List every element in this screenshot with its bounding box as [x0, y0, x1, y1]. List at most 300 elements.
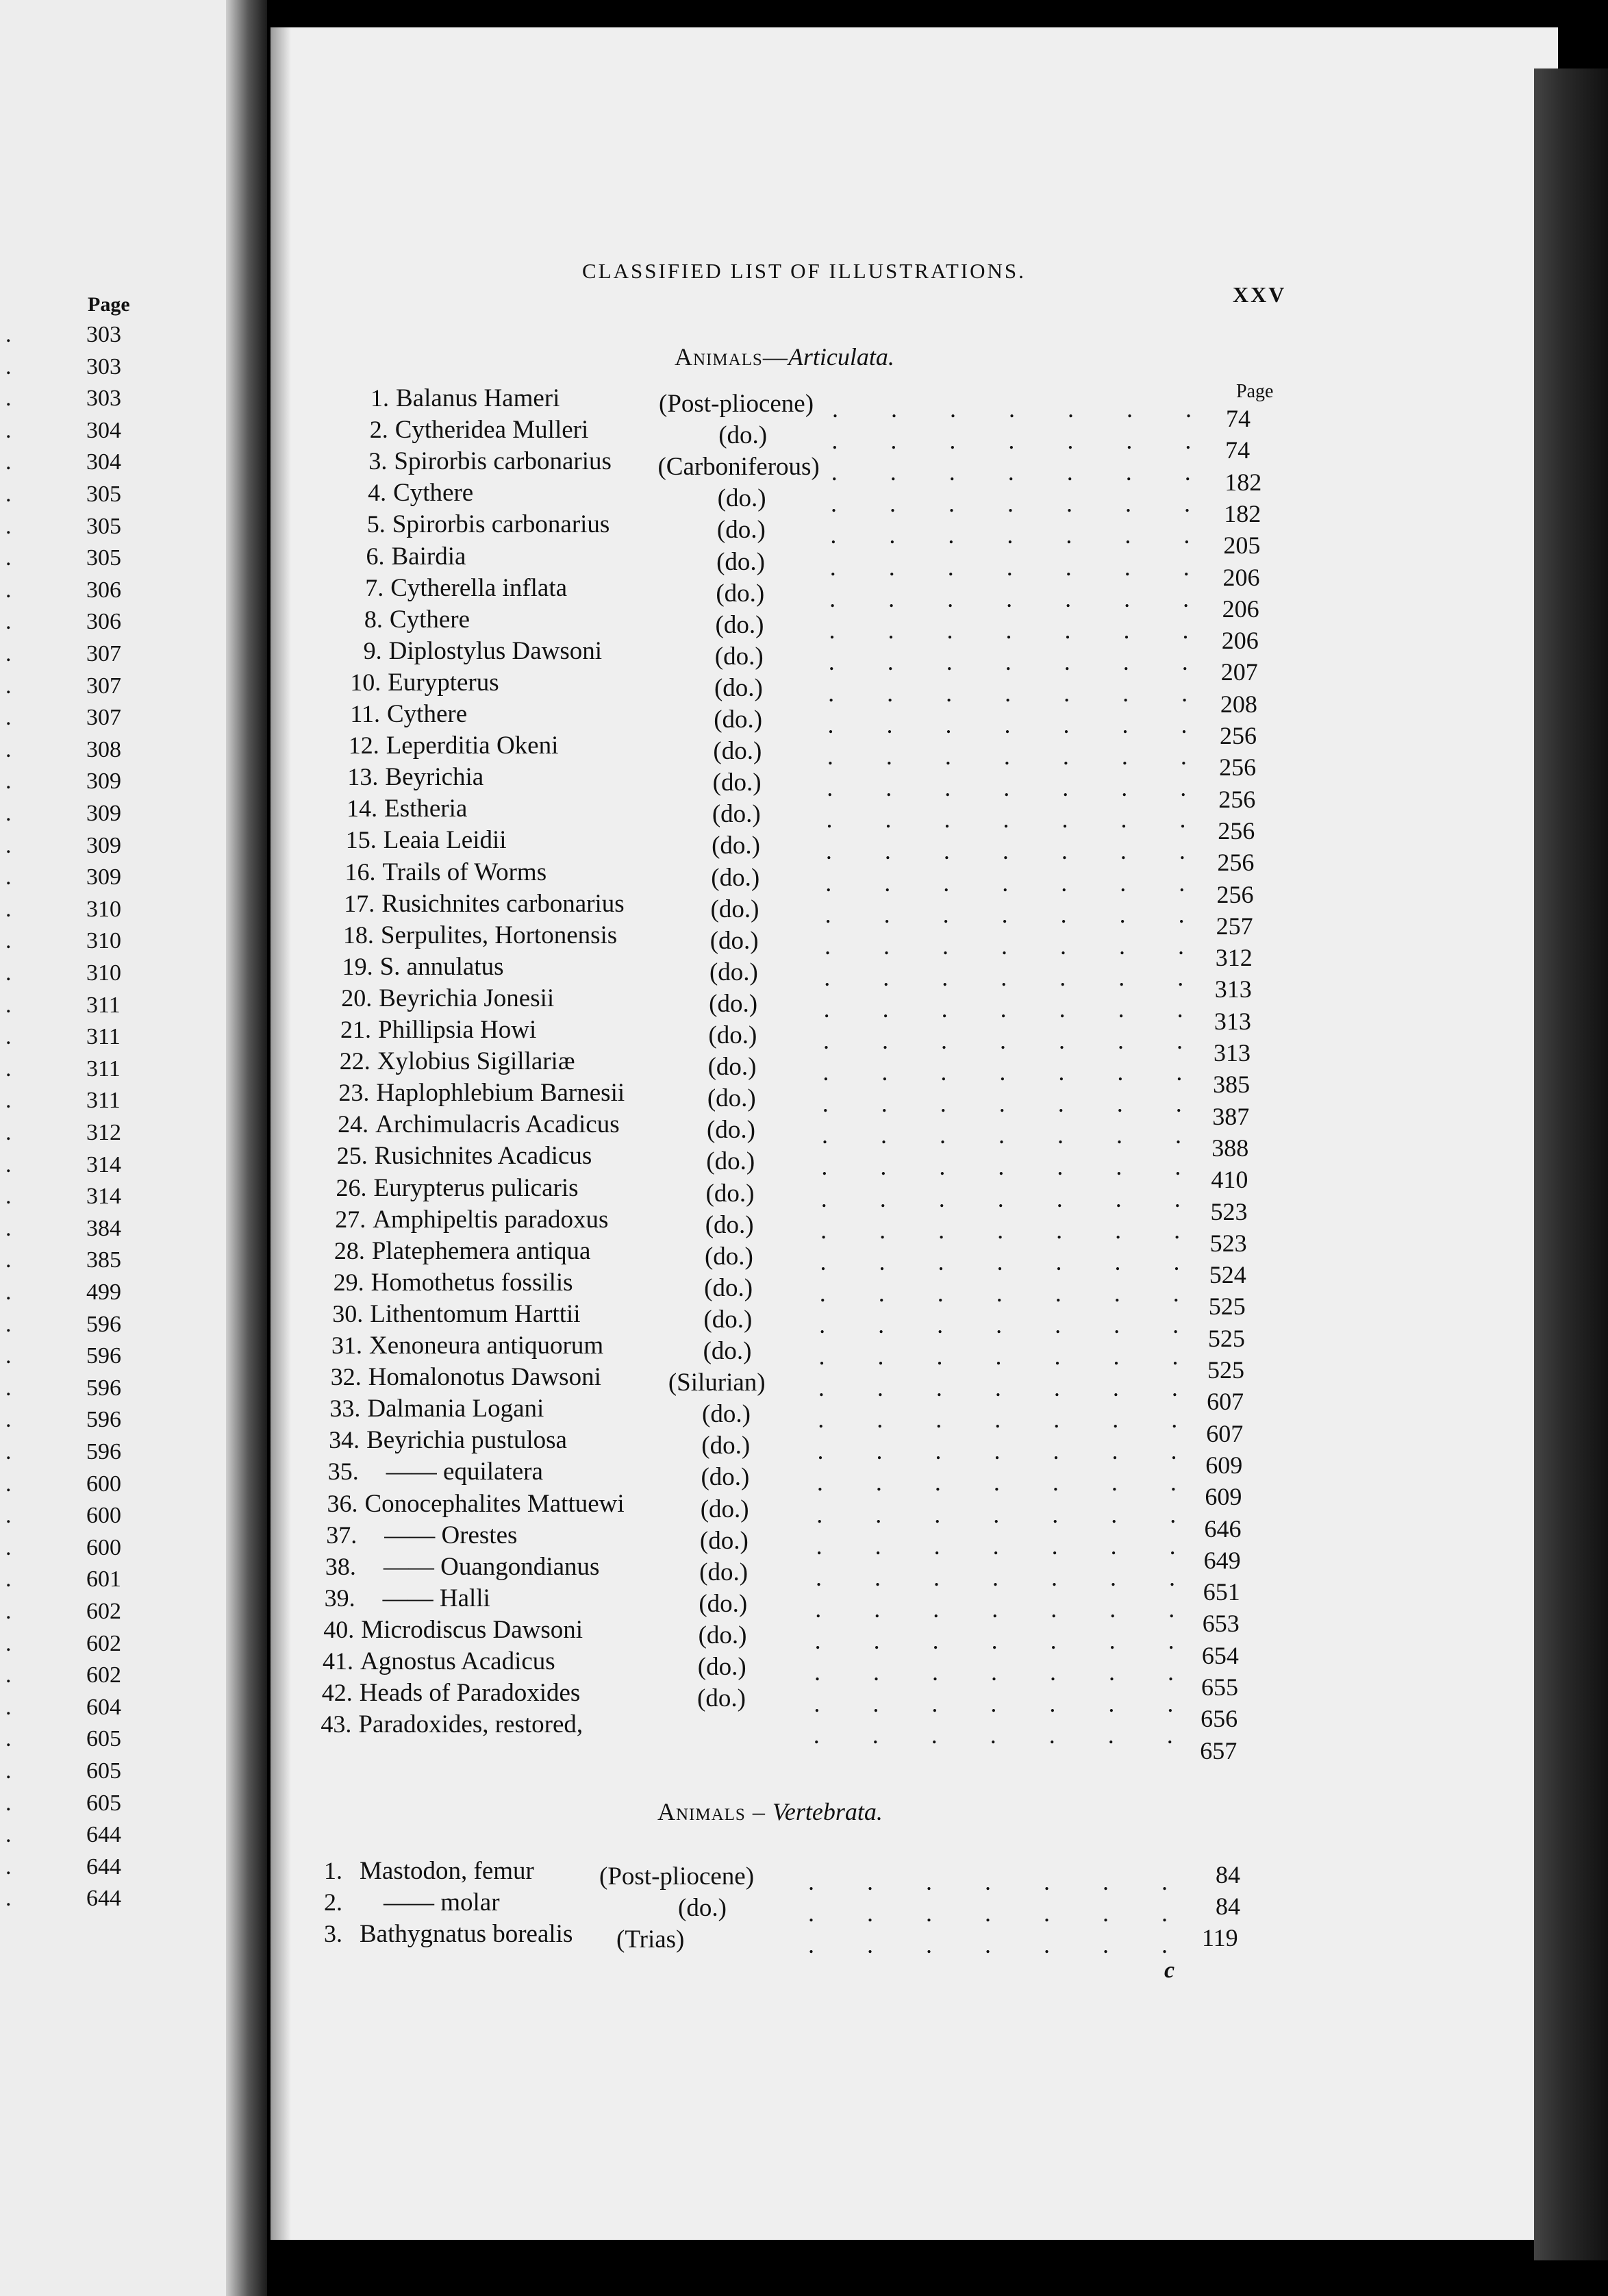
left-page-column-header: Page	[88, 293, 130, 316]
item-number: 9.	[363, 636, 382, 664]
item-period: (do.)	[707, 1116, 755, 1145]
item-name: Agnostus Acadicus	[360, 1647, 555, 1675]
item-name: Diplostylus Dawsoni	[388, 636, 603, 665]
item-number: 31.	[331, 1332, 362, 1359]
item-period: (do.)	[709, 926, 759, 955]
left-page-number: 309	[86, 801, 121, 826]
item-period: (do.)	[699, 1589, 748, 1618]
leader-dot: .	[5, 577, 12, 603]
item-name: —— molar	[384, 1888, 500, 1917]
item-number: 19.	[342, 952, 373, 980]
leader-dots: . . . . . . .	[821, 1153, 1205, 1181]
item-name: Cythere	[389, 605, 470, 634]
item-period: (do.)	[703, 1337, 752, 1365]
leader-dot: .	[5, 1534, 12, 1560]
left-page-number: 304	[86, 449, 121, 475]
item-number: 1.	[324, 1857, 342, 1884]
running-head: CLASSIFIED LIST OF ILLUSTRATIONS.	[582, 259, 1026, 283]
item-number: 39.	[324, 1584, 355, 1612]
left-page-row	[0, 1662, 240, 1694]
leader-dots: . . . . . . .	[829, 584, 1213, 612]
leader-dots: . . . . . . .	[818, 1406, 1201, 1434]
left-page-number: 602	[86, 1599, 121, 1624]
page-number: 313	[1214, 1007, 1251, 1035]
item-period: (do.)	[704, 1242, 753, 1271]
section-heading-vertebrata	[657, 1797, 883, 1826]
page-number: 205	[1223, 532, 1261, 560]
left-page-row	[0, 1120, 240, 1151]
left-page-number: 600	[86, 1503, 121, 1529]
left-page-row	[0, 801, 240, 832]
leader-dots: . . . . . . .	[831, 490, 1214, 518]
page-number: 523	[1210, 1197, 1248, 1225]
page-number: 256	[1219, 753, 1257, 782]
page-number: 312	[1215, 944, 1253, 972]
leader-dots: . . . . . . .	[819, 1310, 1203, 1338]
leader-dots: . . . . . . .	[816, 1532, 1199, 1560]
item-period: (do.)	[717, 484, 766, 513]
item-number: 18.	[342, 921, 374, 949]
leader-dots: . . . . . . .	[817, 1437, 1201, 1465]
item-period: (do.)	[710, 895, 759, 923]
leader-dots: . . . . . . .	[813, 1721, 1196, 1749]
page-number: 607	[1206, 1419, 1244, 1447]
left-page-number: 310	[86, 960, 121, 986]
left-page-row	[0, 1822, 240, 1854]
left-page-number: 304	[86, 417, 121, 443]
leader-dot: .	[5, 1151, 12, 1177]
signature-mark: c	[1164, 1958, 1175, 1983]
leader-dot: .	[5, 449, 12, 475]
left-page-row	[0, 545, 240, 577]
item-name: —— Orestes	[384, 1521, 518, 1549]
item-name: Homalonotus Dawsoni	[368, 1363, 601, 1392]
page-number: 523	[1209, 1229, 1247, 1257]
item-period: (do.)	[711, 863, 760, 892]
left-page-row	[0, 1312, 240, 1343]
left-page-row	[0, 1726, 240, 1758]
item-name: Platephemera antiqua	[371, 1236, 591, 1265]
left-page-number: 644	[86, 1854, 121, 1880]
left-page-row	[0, 1567, 240, 1598]
leader-dot: .	[5, 1280, 12, 1305]
left-page-row	[0, 1631, 240, 1662]
left-page-row	[0, 1088, 240, 1119]
section-prefix: Animals –	[657, 1798, 772, 1825]
item-period: (do.)	[716, 579, 765, 608]
left-page-row	[0, 386, 240, 417]
item-number: 32.	[330, 1363, 362, 1391]
leader-dot: .	[5, 1215, 12, 1241]
item-period: (do.)	[712, 832, 760, 860]
left-page-row	[0, 1280, 240, 1311]
item-number: 13.	[347, 763, 379, 791]
page-number: 607	[1207, 1388, 1244, 1416]
left-page-number: 305	[86, 545, 121, 571]
item-number: 41.	[323, 1647, 353, 1675]
item-period: (do.)	[702, 1400, 751, 1429]
leader-dot: .	[5, 705, 12, 731]
item-number: 20.	[341, 984, 373, 1012]
item-period: (do.)	[697, 1653, 746, 1681]
item-number: 17.	[344, 889, 375, 917]
item-period: (do.)	[714, 673, 763, 702]
leader-dots: . . . . . . .	[819, 1279, 1203, 1307]
leader-dot: .	[5, 1503, 12, 1529]
item-name: Conocephalites Mattuewi	[364, 1489, 625, 1518]
item-name: Xenoneura antiquorum	[369, 1332, 604, 1360]
item-period: (Post-pliocene)	[599, 1862, 755, 1891]
left-page-row	[0, 1024, 240, 1056]
item-period: (do.)	[716, 547, 765, 576]
page-number: 74	[1225, 436, 1251, 464]
item-name: Balanus Hameri	[396, 384, 560, 412]
left-page-number: 596	[86, 1311, 121, 1337]
left-page-number: 309	[86, 832, 121, 858]
left-page-row	[0, 1503, 240, 1534]
item-number: 16.	[344, 858, 376, 886]
left-page-number: 314	[86, 1184, 121, 1210]
item-name: Estheria	[384, 795, 468, 823]
leader-dot: .	[5, 417, 12, 443]
left-page-number: 605	[86, 1758, 121, 1784]
left-page-number: 644	[86, 1886, 121, 1912]
page-number: 609	[1205, 1483, 1242, 1511]
item-period: (Carboniferous)	[657, 453, 820, 482]
leader-dot: .	[5, 1758, 12, 1784]
left-page-number: 307	[86, 673, 121, 699]
item-name: Heads of Paradoxides	[359, 1679, 581, 1708]
left-page-number: 310	[86, 928, 121, 954]
item-period: (do.)	[712, 769, 762, 797]
left-page-row	[0, 1854, 240, 1886]
item-name: —— Halli	[382, 1584, 490, 1612]
item-period: (do.)	[716, 516, 766, 545]
left-page-row	[0, 514, 240, 545]
leader-dot: .	[5, 673, 12, 699]
page-number: 74	[1226, 405, 1251, 432]
item-number: 2.	[324, 1888, 342, 1916]
page-number: 657	[1200, 1736, 1238, 1764]
left-page-row	[0, 449, 240, 481]
item-number: 42.	[321, 1679, 353, 1707]
leader-dot: .	[5, 864, 12, 890]
left-page-number: 314	[86, 1151, 121, 1177]
page-gutter	[271, 27, 291, 2240]
leader-dot: .	[5, 1056, 12, 1082]
left-page-number: 306	[86, 577, 121, 603]
left-page-number: 605	[86, 1790, 121, 1816]
item-name: Cythere	[393, 479, 474, 508]
item-period: (do.)	[698, 1621, 747, 1649]
leader-dots: . . . . . . .	[820, 1247, 1203, 1275]
item-period: (do.)	[715, 610, 764, 639]
leader-dots: . . . . . . .	[822, 1121, 1205, 1149]
leader-dot: .	[5, 1024, 12, 1050]
left-page-number: 308	[86, 736, 121, 762]
leader-dot: .	[5, 1854, 12, 1880]
item-name: S. annulatus	[379, 952, 504, 981]
left-page-row	[0, 1790, 240, 1822]
item-number: 21.	[340, 1016, 371, 1043]
left-page-number: 596	[86, 1375, 121, 1401]
item-number: 11.	[350, 700, 380, 727]
page-number: 525	[1207, 1356, 1244, 1384]
page-number: 655	[1201, 1673, 1238, 1701]
left-page-number: 305	[86, 482, 121, 507]
leader-dot: .	[5, 1662, 12, 1688]
item-name: Spirorbis carbonarius	[394, 447, 612, 476]
item-period: (do.)	[705, 1210, 754, 1239]
leader-dot: .	[5, 801, 12, 826]
leader-dots: . . . . . . .	[825, 900, 1208, 928]
left-page-number: 311	[86, 1088, 121, 1114]
item-period: (do.)	[704, 1273, 753, 1302]
page-edge	[1534, 68, 1608, 2260]
left-page-row	[0, 1056, 240, 1088]
left-page-number: 307	[86, 641, 121, 666]
left-page-number: 644	[86, 1822, 121, 1848]
item-period: (do.)	[707, 1084, 756, 1113]
page-number: 525	[1208, 1293, 1246, 1321]
left-page-row	[0, 354, 240, 386]
item-number: 36.	[327, 1489, 358, 1517]
item-name: Leperditia Okeni	[386, 732, 559, 760]
item-name: Xylobius Sigillariæ	[377, 1047, 575, 1076]
left-page-number: 600	[86, 1471, 121, 1497]
item-number: 2.	[369, 416, 388, 444]
left-page-row	[0, 1343, 240, 1375]
section-title: Articulata.	[788, 343, 894, 371]
folio-number: XXV	[1233, 282, 1287, 307]
leader-dots: . . . . . . .	[829, 616, 1212, 644]
left-page-number: 305	[86, 513, 121, 539]
leader-dot: .	[5, 1599, 12, 1624]
item-name: Mastodon, femur	[360, 1857, 534, 1885]
item-number: 35.	[327, 1458, 359, 1486]
item-name: Eurypterus	[388, 668, 499, 697]
left-page-row	[0, 482, 240, 513]
left-page-row	[0, 1407, 240, 1438]
item-number: 34.	[329, 1426, 360, 1454]
item-name: Phillipsia Howi	[378, 1016, 537, 1044]
left-page-row	[0, 673, 240, 705]
leader-dots: . . . . . . .	[814, 1690, 1197, 1718]
leader-dots: . . . . . . .	[823, 995, 1207, 1023]
leader-dots: . . . . . . .	[822, 1090, 1205, 1118]
page-number: 206	[1222, 563, 1260, 591]
page-number: 84	[1216, 1893, 1240, 1920]
item-number: 3.	[324, 1920, 342, 1947]
page-number: 313	[1214, 975, 1252, 1003]
left-page-number: 303	[86, 353, 121, 379]
leader-dot: .	[5, 513, 12, 539]
item-number: 37.	[326, 1521, 357, 1549]
left-page-number: 596	[86, 1439, 121, 1464]
left-page-row	[0, 1152, 240, 1184]
leader-dots: . . . . . . .	[824, 963, 1207, 991]
leader-dot: .	[5, 386, 12, 412]
item-number: 33.	[329, 1395, 361, 1423]
item-period: (do.)	[697, 1684, 746, 1713]
item-number: 15.	[345, 826, 377, 854]
item-number: 10.	[350, 668, 381, 696]
page-number: 256	[1217, 849, 1255, 877]
leader-dot: .	[5, 1886, 12, 1912]
left-page-row	[0, 833, 240, 864]
leader-dot: .	[5, 1630, 12, 1656]
item-period: (do.)	[713, 737, 762, 766]
left-page-row	[0, 705, 240, 736]
item-period: (do.)	[714, 642, 764, 671]
item-name: Cytherella inflata	[390, 573, 568, 602]
item-name: Beyrichia Jonesii	[379, 984, 555, 1012]
page-number: 410	[1211, 1166, 1248, 1194]
item-period: (do.)	[709, 989, 758, 1018]
leader-dots: . . . . . . .	[822, 1058, 1206, 1086]
binding-shadow	[226, 0, 267, 2296]
left-page-number: 310	[86, 896, 121, 922]
left-page-row	[0, 960, 240, 992]
page-number: 208	[1220, 690, 1257, 718]
leader-dot: .	[5, 1694, 12, 1720]
page-number: 182	[1224, 499, 1261, 527]
leader-dots: . . . . . . .	[816, 1469, 1200, 1497]
item-name: Bairdia	[391, 542, 466, 571]
page-number: 206	[1222, 595, 1259, 623]
left-page-row	[0, 1247, 240, 1279]
item-number: 38.	[325, 1552, 356, 1580]
leader-dots: . . . . . . .	[820, 1184, 1204, 1212]
item-number: 14.	[347, 795, 378, 823]
item-period: (do.)	[718, 421, 768, 450]
left-page-row	[0, 737, 240, 769]
leader-dot: .	[5, 928, 12, 954]
item-number: 26.	[336, 1173, 367, 1201]
page-number: 651	[1203, 1578, 1240, 1606]
leader-dots: . . . . . . .	[814, 1658, 1197, 1686]
item-name: Haplophlebium Barnesii	[376, 1079, 625, 1108]
item-period: (do.)	[709, 958, 758, 986]
left-page-row	[0, 418, 240, 449]
item-number: 4.	[368, 479, 387, 507]
leader-dots: . . . . . . .	[825, 869, 1209, 897]
left-page-number: 307	[86, 705, 121, 731]
leader-dots: . . . . . . .	[828, 679, 1211, 707]
page-number: 609	[1205, 1451, 1243, 1479]
leader-dots: . . . . . . .	[814, 1626, 1198, 1654]
left-page-row	[0, 1184, 240, 1215]
item-name: Spirorbis carbonarius	[392, 510, 610, 539]
item-name: Paradoxides, restored,	[358, 1710, 583, 1739]
left-page-number: 303	[86, 386, 121, 412]
leader-dot: .	[5, 1726, 12, 1752]
left-page-row	[0, 864, 240, 896]
leader-dots: . . . . . . .	[808, 1899, 1191, 1927]
item-name: Trails of Worms	[382, 858, 547, 886]
leader-dots: . . . . . . .	[827, 743, 1210, 771]
item-period: (do.)	[678, 1894, 727, 1922]
item-period: (do.)	[707, 1053, 757, 1082]
leader-dot: .	[5, 832, 12, 858]
leader-dots: . . . . . . .	[827, 774, 1210, 802]
left-page-row	[0, 1758, 240, 1790]
item-period: (do.)	[703, 1305, 753, 1334]
leader-dot: .	[5, 896, 12, 922]
leader-dots: . . . . . . .	[831, 458, 1214, 486]
page-number: 257	[1216, 912, 1253, 940]
left-page-row	[0, 1216, 240, 1247]
leader-dots: . . . . . . .	[825, 837, 1209, 865]
leader-dot: .	[5, 960, 12, 986]
leader-dot: .	[5, 641, 12, 666]
leader-dots: . . . . . . .	[818, 1343, 1202, 1370]
page-number: 524	[1209, 1261, 1246, 1289]
item-number: 40.	[323, 1615, 355, 1643]
left-page-row	[0, 1439, 240, 1471]
item-name: Serpulites, Hortonensis	[380, 921, 618, 949]
item-name: Rusichnites Acadicus	[374, 1142, 592, 1171]
page-number: 206	[1221, 627, 1259, 655]
item-number: 22.	[339, 1047, 370, 1075]
page-number: 256	[1218, 785, 1256, 813]
item-number: 43.	[321, 1710, 352, 1738]
page-number: 385	[1213, 1071, 1251, 1099]
leader-dots: . . . . . . .	[816, 1500, 1200, 1528]
leader-dot: .	[5, 322, 12, 347]
leader-dot: .	[5, 1567, 12, 1593]
section-heading-articulata	[675, 342, 894, 371]
leader-dots: . . . . . . .	[830, 521, 1214, 549]
left-page-row	[0, 1471, 240, 1503]
item-period: (do.)	[701, 1432, 751, 1460]
left-page-number: 605	[86, 1726, 121, 1752]
left-page-number: 604	[86, 1694, 121, 1720]
page-number: 313	[1214, 1039, 1251, 1066]
leader-dots: . . . . . . .	[824, 932, 1207, 960]
leader-dot: .	[5, 482, 12, 507]
item-number: 27.	[335, 1205, 366, 1233]
left-page-number: 596	[86, 1343, 121, 1369]
item-period: (do.)	[700, 1495, 749, 1523]
page-number: 207	[1220, 658, 1258, 686]
left-page-number: 596	[86, 1407, 121, 1433]
left-page-number: 303	[86, 322, 121, 347]
leader-dots: . . . . . . .	[815, 1563, 1198, 1591]
page-number: 256	[1218, 816, 1255, 845]
left-page-row	[0, 322, 240, 353]
leader-dot: .	[5, 1471, 12, 1497]
leader-dots: . . . . . . .	[808, 1931, 1191, 1958]
page-number: 525	[1207, 1324, 1245, 1352]
left-page-row	[0, 577, 240, 609]
leader-dot: .	[5, 1439, 12, 1464]
left-page-row	[0, 1375, 240, 1407]
left-page-number: 309	[86, 769, 121, 795]
leader-dots: . . . . . . .	[831, 427, 1215, 455]
leader-dots: . . . . . . .	[828, 647, 1211, 675]
left-page-number: 311	[86, 1024, 121, 1050]
left-page-number: 311	[86, 992, 121, 1018]
item-name: Bathygnatus borealis	[360, 1920, 573, 1948]
item-period: (do.)	[705, 1179, 755, 1208]
leader-dot: .	[5, 1247, 12, 1273]
leader-dots: . . . . . . .	[827, 711, 1211, 738]
leader-dot: .	[5, 1407, 12, 1433]
item-period: (do.)	[699, 1526, 749, 1555]
left-page-row	[0, 641, 240, 673]
item-name: —— equilatera	[386, 1458, 543, 1486]
